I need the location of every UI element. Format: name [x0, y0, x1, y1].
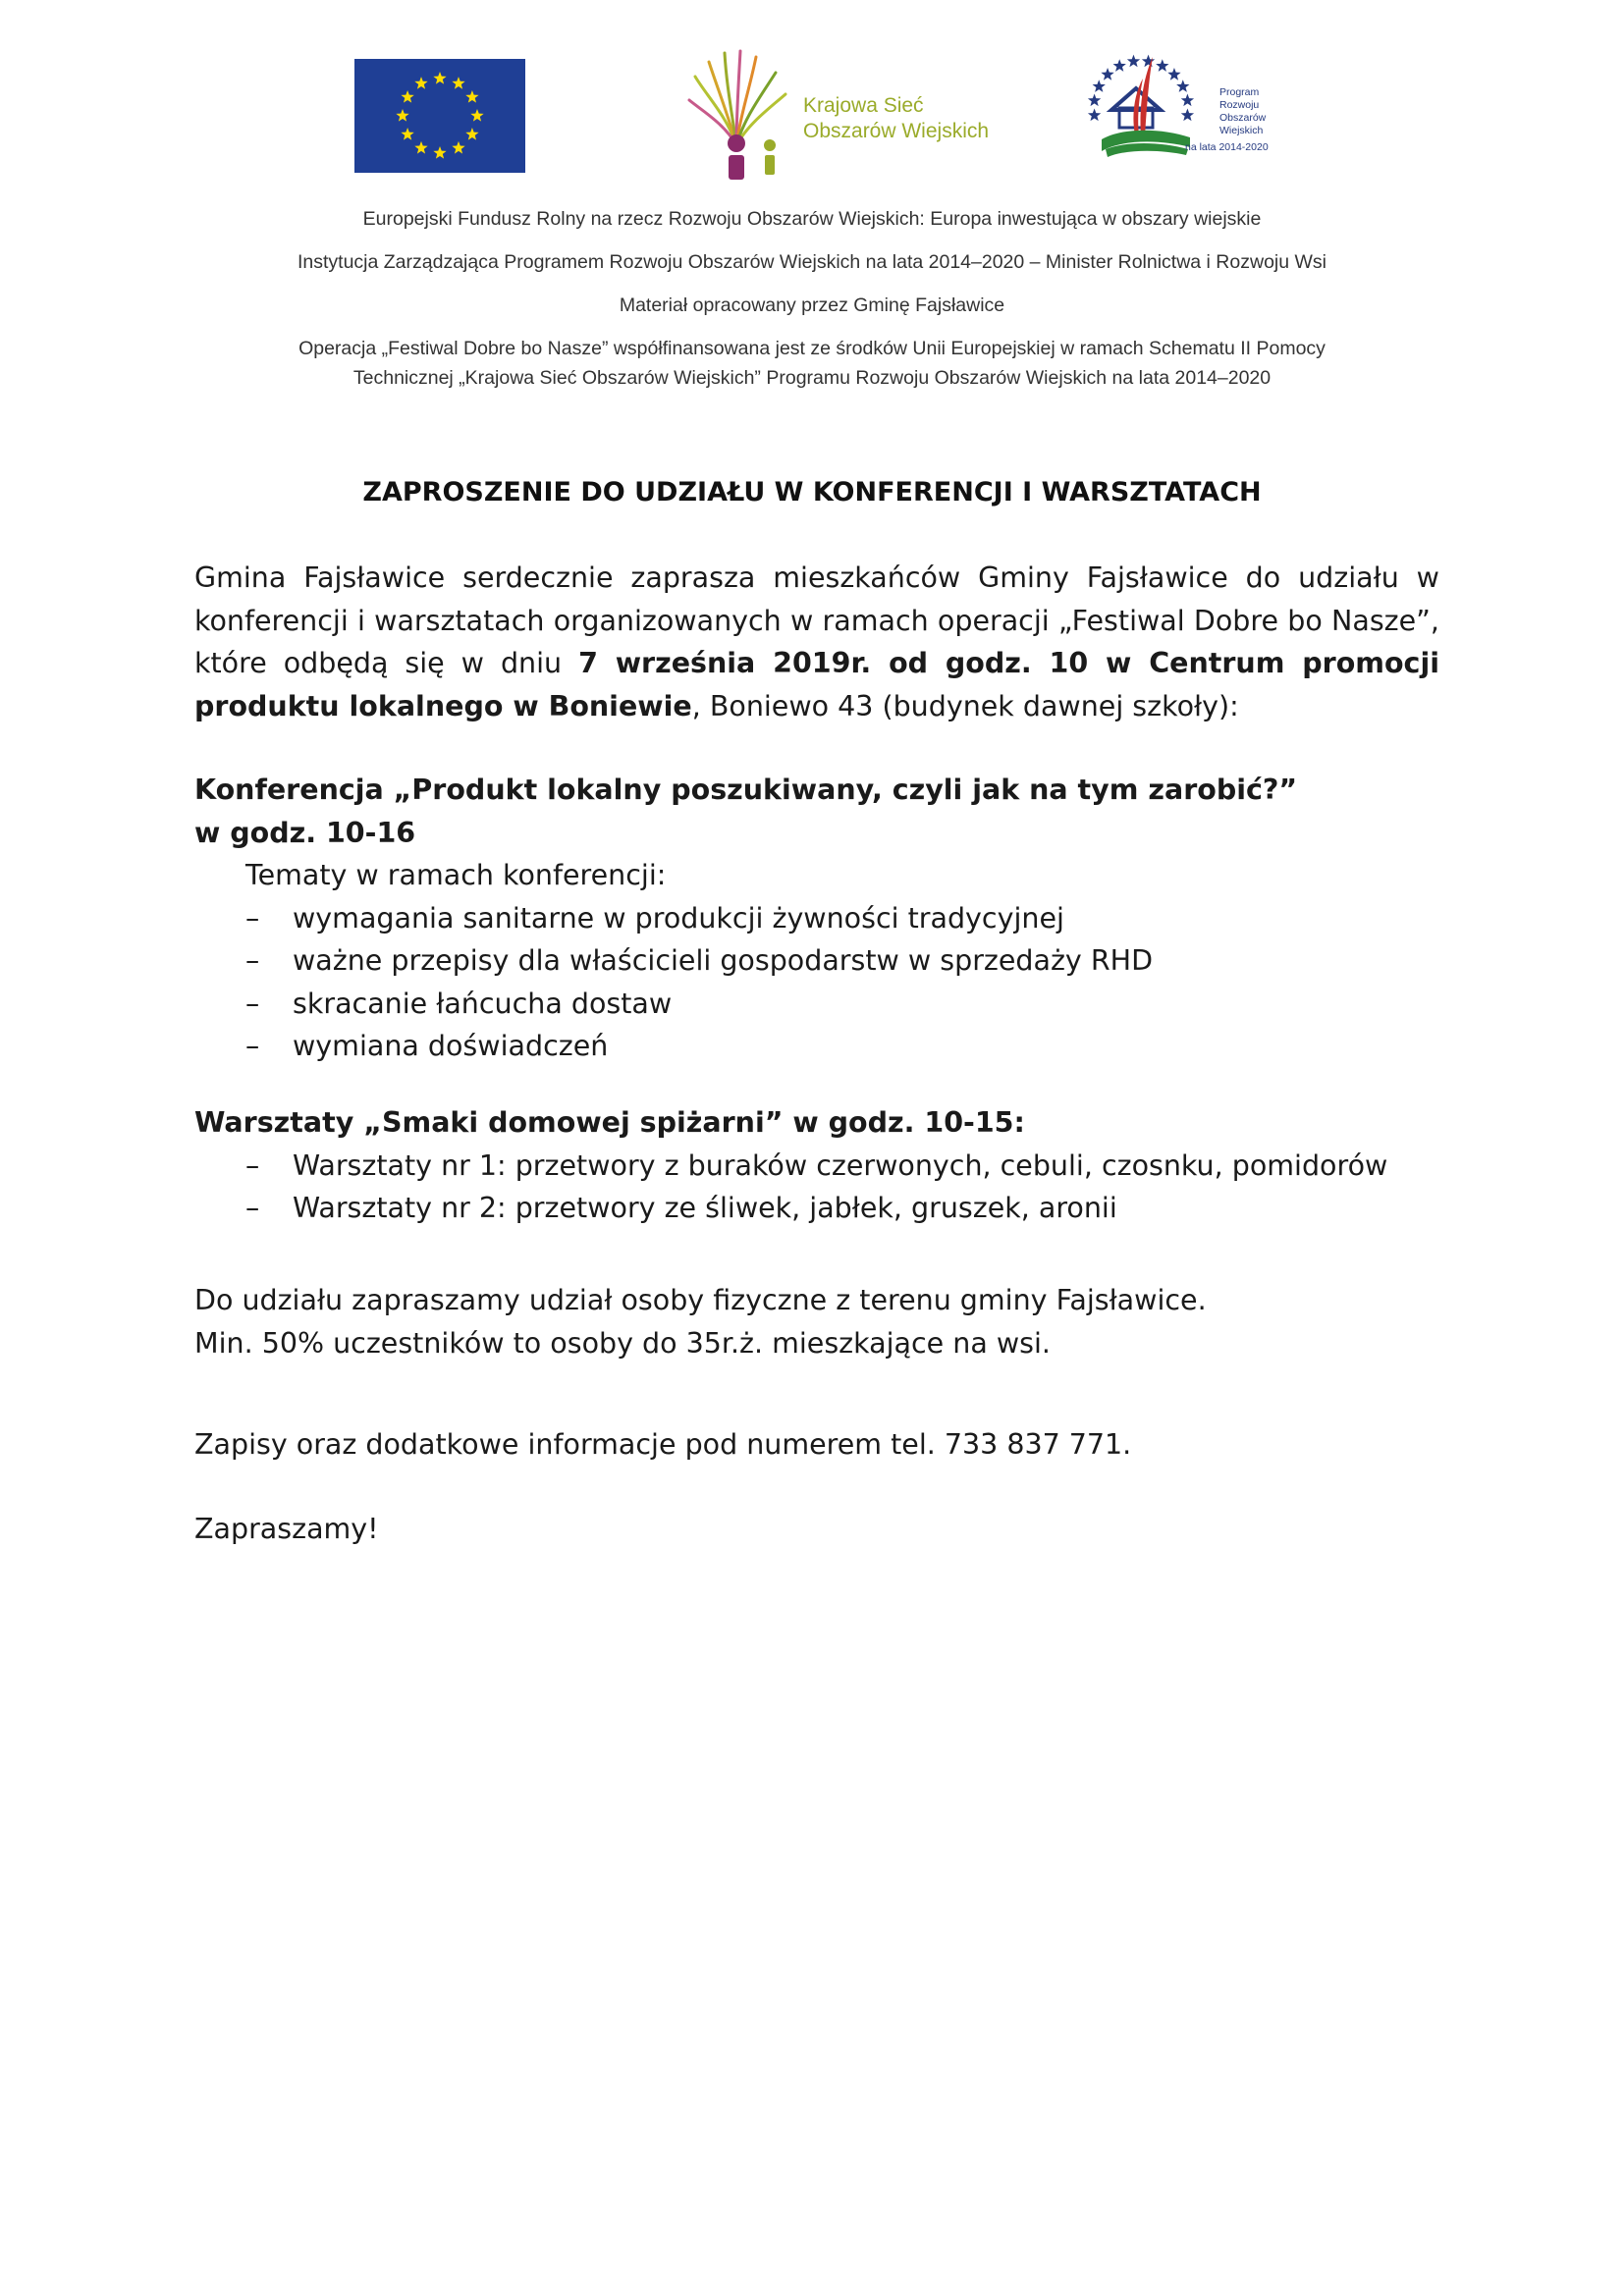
contact-paragraph	[194, 1423, 1439, 1467]
ksow-tree-icon	[687, 47, 805, 180]
workshops-section	[194, 1101, 1439, 1230]
topics-label: Tematy w ramach konferencji:	[245, 859, 667, 891]
closing-text: Zapraszamy!	[194, 1513, 379, 1545]
header-line-4: Operacja „Festiwal Dobre bo Nasze” współfinansowana jest ze środków Unii Europejskiej w ramach Schematu II Pomocy	[298, 338, 1326, 359]
contact-text: Zapisy oraz dodatkowe informacje pod numerem tel. 733 837 771.	[194, 1428, 1132, 1461]
prow-years: na lata 2014-2020	[1185, 141, 1269, 153]
header-line-2: Instytucja Zarządzająca Programem Rozwoju Obszarów Wiejskich na lata 2014–2020 – Minister Rolnictwa i Rozwoju Wsi	[297, 251, 1326, 273]
list-item: – wymiana doświadczeń	[194, 1025, 1439, 1068]
conference-section	[194, 769, 1439, 1068]
list-item: – Warsztaty nr 1: przetwory z buraków czerwonych, cebuli, czosnku, pomidorów	[194, 1145, 1439, 1188]
ksow-logo	[687, 47, 1021, 180]
ksow-name-line2: Obszarów Wiejskich	[803, 120, 990, 142]
eu-flag-stars	[354, 59, 525, 173]
conference-hours: w godz. 10-16	[194, 816, 416, 849]
prow-name-line1: Program	[1219, 86, 1260, 98]
list-item: – skracanie łańcucha dostaw	[194, 983, 1439, 1026]
header-line-1: Europejski Fundusz Rolny na rzecz Rozwoju Obszarów Wiejskich: Europa inwestująca w obszary wiejskie	[362, 208, 1262, 230]
eu-flag-icon	[354, 59, 525, 173]
list-item: – wymagania sanitarne w produkcji żywności tradycyjnej	[194, 897, 1439, 940]
topics-list	[194, 897, 1439, 1068]
workshops-list	[194, 1145, 1439, 1230]
prow-logo	[1082, 49, 1278, 162]
prow-name-line4: Wiejskich	[1219, 125, 1264, 136]
intro-text-2: , Boniewo 43 (budynek dawnej szkoły):	[691, 689, 1239, 722]
prow-name-line2: Rozwoju	[1219, 99, 1260, 111]
header-line-3: Materiał opracowany przez Gminę Fajsławice	[619, 294, 1005, 316]
intro-paragraph	[194, 557, 1439, 727]
participation-paragraph	[194, 1279, 1439, 1364]
workshops-heading: Warsztaty „Smaki domowej spiżarni” w godz. 10-15:	[194, 1106, 1025, 1139]
ksow-name-line1: Krajowa Sieć	[803, 94, 924, 117]
list-item: – ważne przepisy dla właścicieli gospodarstw w sprzedaży RHD	[194, 939, 1439, 983]
participation-line-2: Min. 50% uczestników to osoby do 35r.ż. mieszkające na wsi.	[194, 1326, 1051, 1360]
list-item: – Warsztaty nr 2: przetwory ze śliwek, jabłek, gruszek, aronii	[194, 1187, 1439, 1230]
closing-paragraph	[194, 1508, 1439, 1551]
header-line-5: Technicznej „Krajowa Sieć Obszarów Wiejskich” Programu Rozwoju Obszarów Wiejskich na lata 2014–2020	[352, 367, 1272, 389]
prow-name-line3: Obszarów	[1219, 112, 1267, 124]
funding-header	[167, 204, 1457, 393]
intro-event-details: 7 września 2019r. od godz. 10 w Centrum promocji produktu lokalnego w Boniewie	[194, 647, 1439, 722]
participation-line-1: Do udziału zapraszamy udział osoby fizyczne z terenu gminy Fajsławice.	[194, 1284, 1207, 1316]
conference-heading: Konferencja „Produkt lokalny poszukiwany, czyli jak na tym zarobić?”	[194, 774, 1298, 806]
logo-bar	[0, 0, 1624, 187]
document-title: ZAPROSZENIE DO UDZIAŁU W KONFERENCJI I WARSZTATACH	[362, 477, 1262, 507]
intro-text-1: Gmina Fajsławice serdecznie zaprasza mieszkańców Gminy Fajsławice do udziału w konferencji i warsztatach organizowanych w ramach operacji „Festiwal Dobre bo Nasze”, które odbędą się w dniu	[194, 561, 1439, 679]
